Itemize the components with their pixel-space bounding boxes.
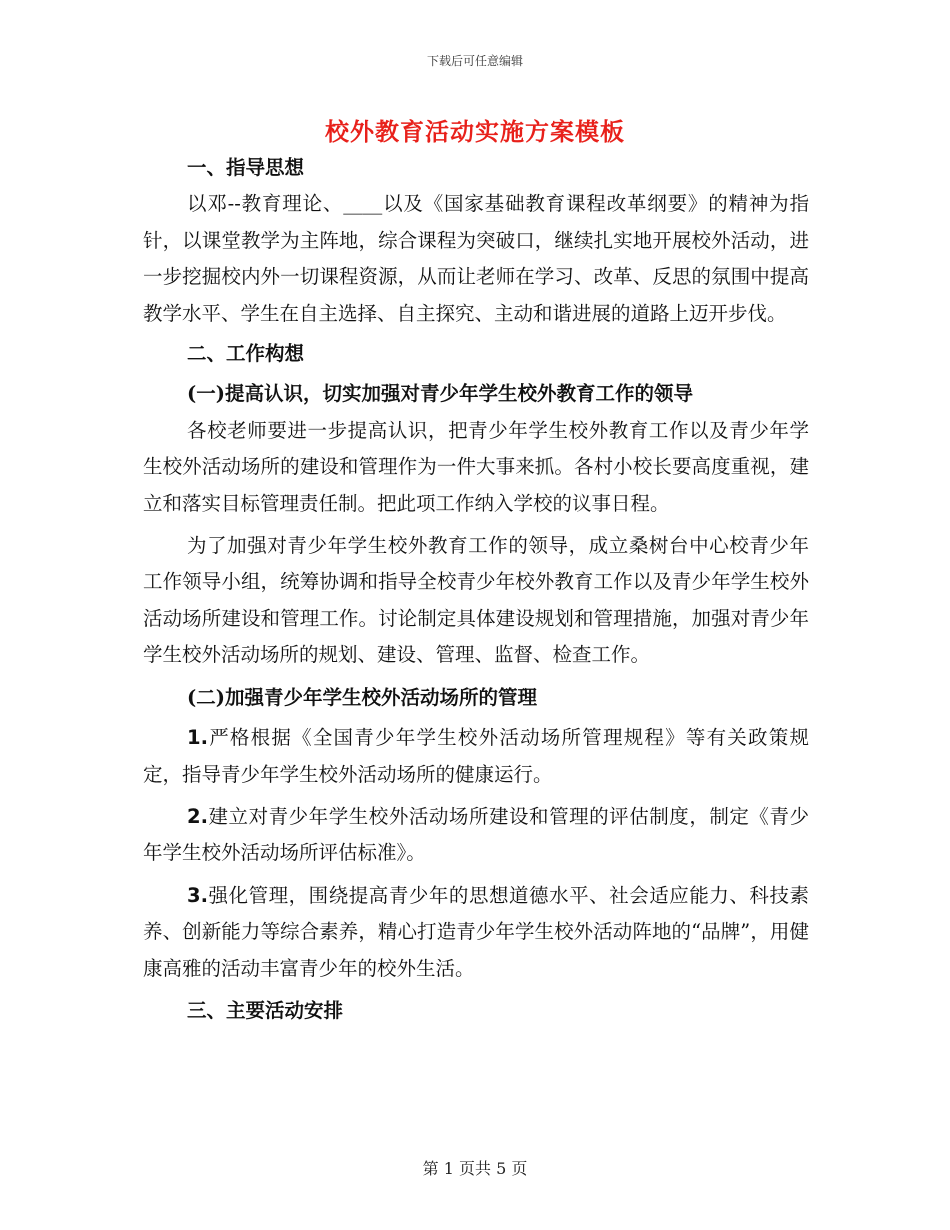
page-number-footer: 第 1 页共 5 页 bbox=[422, 1159, 528, 1178]
list-item-number: 1. bbox=[187, 726, 208, 750]
subsection-heading-venue-management: (二)加强青少年学生校外活动场所的管理 bbox=[187, 685, 537, 709]
list-item-number: 2. bbox=[187, 804, 208, 828]
header-note: 下载后可任意编辑 bbox=[426, 54, 523, 68]
subsection-heading-raise-awareness: (一)提高认识，切实加强对青少年学生校外教育工作的领导 bbox=[187, 382, 693, 406]
list-item-1 bbox=[143, 720, 809, 793]
list-item-text: 建立对青少年学生校外活动场所建设和管理的评估制度，制定《青少年学生校外活动场所评估标准》。 bbox=[143, 804, 809, 865]
section-heading-work-plan: 二、工作构想 bbox=[187, 342, 305, 366]
list-item-2 bbox=[143, 799, 809, 872]
paragraph-raise-awareness-2: 为了加强对青少年学生校外教育工作的领导，成立桑树台中心校青少年工作领导小组，统筹协调和指导全校青少年校外教育工作以及青少年学生校外活动场所建设和管理工作。讨论制定具体建设规划和管理措施，加强对青少年学生校外活动场所的规划、建设、管理、监督、检查工作。 bbox=[143, 534, 809, 667]
list-item-3 bbox=[143, 878, 809, 987]
paragraph-raise-awareness-1: 各校老师要进一步提高认识，把青少年学生校外教育工作以及青少年学生校外活动场所的建设和管理作为一件大事来抓。各村小校长要高度重视，建立和落实目标管理责任制。把此项工作纳入学校的议事日程。 bbox=[143, 418, 809, 515]
section-heading-main-activities: 三、主要活动安排 bbox=[187, 998, 344, 1022]
section-heading-guiding-thought: 一、指导思想 bbox=[187, 156, 305, 179]
list-item-number: 3. bbox=[187, 883, 208, 907]
list-item-text: 严格根据《全国青少年学生校外活动场所管理规程》等有关政策规定，指导青少年学生校外活动场所的健康运行。 bbox=[143, 726, 809, 786]
list-item-text: 强化管理，围绕提高青少年的思想道德水平、社会适应能力、科技素养、创新能力等综合素养，精心打造青少年学生校外活动阵地的“品牌”，用健康高雅的活动丰富青少年的校外生活。 bbox=[143, 883, 809, 980]
document-body bbox=[143, 150, 809, 1029]
document-title: 校外教育活动实施方案模板 bbox=[325, 117, 625, 146]
paragraph-guiding-thought: 以邓--教育理论、____以及《国家基础教育课程改革纲要》的精神为指针，以课堂教学为主阵地，综合课程为突破口，继续扎实地开展校外活动，进一步挖掘校内外一切课程资源，从而让老师在学习、改革、反思的氛围中提高教学水平、学生在自主选择、自主探究、主动和谐进展的道路上迈开步伐。 bbox=[143, 192, 809, 325]
